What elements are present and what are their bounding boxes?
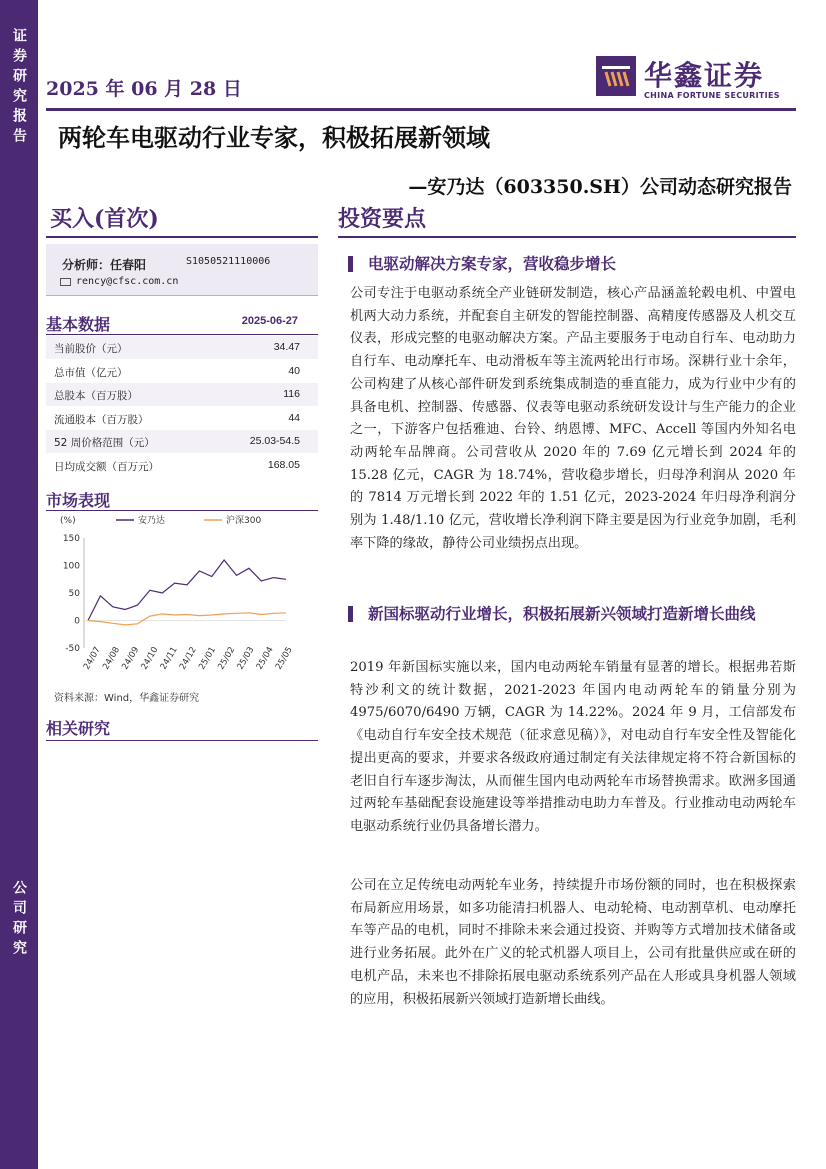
- section-heading: [348, 602, 796, 626]
- section-bar: [348, 256, 353, 272]
- analyst-box: [46, 244, 318, 296]
- basic-data-title: 基本数据: [46, 315, 111, 334]
- table-row: [46, 336, 318, 359]
- x-tick-label: 24/12: [177, 645, 199, 672]
- x-tick-label: 24/08: [101, 645, 123, 672]
- row-value: 44: [288, 411, 300, 424]
- header-divider: [46, 108, 796, 111]
- y-axis-label: (%): [60, 516, 76, 526]
- table-row: [46, 430, 318, 453]
- table-row: [46, 407, 318, 430]
- sidebar-bottom-label: 公司研究: [11, 880, 27, 960]
- logo-icon: [596, 56, 636, 96]
- table-row: [46, 383, 318, 406]
- analyst-id: S1050521110006: [186, 256, 271, 267]
- investment-divider: [338, 236, 796, 238]
- x-tick-label: 24/10: [139, 645, 161, 672]
- logo-chinese: 华鑫证券: [644, 59, 765, 92]
- row-label: 总市值（亿元）: [54, 366, 128, 379]
- row-value: 34.47: [273, 341, 300, 353]
- y-tick-label: 50: [68, 589, 80, 599]
- section-title: 电驱动解决方案专家，营收稳步增长: [368, 254, 617, 273]
- x-tick-label: 25/02: [216, 645, 238, 672]
- row-label: 日均成交额（百万元）: [54, 460, 159, 473]
- row-value: 25.03-54.5: [249, 435, 300, 448]
- section-paragraph: 2019 年新国标实施以来，国内电动两轮车销量有显著的增长。根据弗若斯特沙利文的统计数据，2021-2023 年国内电动两轮车的销量分别为 4975/6070/6490 万辆，CAGR 为 14.22%。2024 年 9 月，工信部发布《电动自行车安全技术规范（征求意见稿）》，对电动自行车安全性及智能化提出更高的要求，并要求各级政府通过制定有关法律规定将不符合新国标的老旧自行车逐步淘汰，从而催生国内电动两轮车市场替换需求。欧洲多国通过两轮车基础配套设施建设等举措推动电助力车普及。行业推动电动两轮车电驱动系统行业仍具备增长潜力。: [350, 660, 796, 834]
- section-paragraph: 公司在立足传统电动两轮车业务，持续提升市场份额的同时，也在积极探索布局新应用场景，如多功能清扫机器人、电动轮椅、电动割草机、电动摩托车等产品的电机，同时不排除未来会通过投资、并购等方式增加技术储备或进行业务拓展。此外在广义的轮式机器人项目上，公司有批量供应或在研的电机产品，未来也不排除拓展电驱动系统系列产品在人形或具身机器人领域的应用，积极拓展新兴领域打造新增长曲线。: [350, 878, 796, 1007]
- x-tick-label: 24/09: [120, 645, 142, 672]
- row-value: 168.05: [267, 458, 300, 471]
- company-logo: [596, 56, 796, 104]
- series-line: [88, 613, 286, 625]
- table-row: [46, 360, 318, 383]
- x-tick-label: 25/03: [235, 645, 257, 672]
- x-tick-label: 25/04: [254, 645, 276, 672]
- mail-icon: [60, 278, 71, 286]
- legend-label: 沪深300: [226, 516, 262, 526]
- basic-data-table: [46, 336, 318, 478]
- x-tick-label: 24/11: [158, 645, 180, 672]
- basic-data-heading: [46, 312, 318, 335]
- market-heading: 市场表现: [46, 491, 111, 510]
- y-tick-label: 150: [62, 534, 80, 544]
- investment-highlights-heading: 投资要点: [338, 206, 427, 232]
- row-label: 52 周价格范围（元）: [54, 437, 155, 450]
- y-tick-label: -50: [65, 644, 80, 654]
- row-label: 当前股价（元）: [54, 343, 128, 355]
- series-line: [88, 560, 286, 621]
- row-label: 流通股本（百万股）: [54, 413, 149, 426]
- y-tick-label: 0: [74, 616, 80, 627]
- sidebar-top-label: 证券研究报告: [11, 28, 27, 148]
- table-row: [46, 454, 318, 477]
- x-tick-label: 24/07: [81, 645, 103, 672]
- x-tick-label: 25/05: [273, 645, 295, 672]
- y-tick-label: 100: [62, 561, 80, 572]
- report-subtitle: —安乃达（603350.SH）公司动态研究报告: [408, 176, 792, 198]
- section-heading: [348, 252, 798, 276]
- report-date: 2025 年 06 月 28 日: [46, 78, 242, 100]
- chart-source: 资料来源：Wind，华鑫证券研究: [54, 693, 200, 704]
- row-label: 总股本（百万股）: [54, 390, 138, 403]
- market-performance-chart: [46, 510, 318, 686]
- legend-label: 安乃达: [138, 516, 166, 526]
- basic-data-date: 2025-06-27: [241, 315, 298, 327]
- x-tick-label: 25/01: [197, 645, 219, 672]
- row-value: 116: [283, 388, 300, 401]
- logo-english: CHINA FORTUNE SECURITIES: [644, 91, 780, 100]
- rating: 买入(首次): [50, 206, 159, 232]
- section-bar: [348, 606, 353, 622]
- report-title: 两轮车电驱动行业专家，积极拓展新领域: [58, 123, 490, 152]
- related-research-heading: 相关研究: [46, 719, 111, 738]
- analyst-email[interactable]: rency@cfsc.com.cn: [76, 276, 179, 287]
- section-title: 新国标驱动行业增长，积极拓展新兴领域打造新增长曲线: [368, 604, 756, 623]
- rating-divider: [46, 236, 318, 238]
- section-paragraph: 公司专注于电驱动系统全产业链研发制造，核心产品涵盖轮毂电机、中置电机两大动力系统，并配套自主研发的智能控制器、高精度传感器及人机交互仪表，形成完整的电驱动解决方案。产品主要服务于电动自行车、电动助力自行车、电动摩托车、电动滑板车等主流两轮出行市场。深耕行业十余年，公司构建了从核心部件研发到系统集成制造的垂直能力，成为行业中少有的具备电机、控制器、传感器、仪表等电驱动系统研发设计与生产能力的企业之一，下游客户包括雅迪、台铃、纳恩博、MFC、Accell 等国内外知名电动两轮车品牌商。公司营收从 2020 年的 7.69 亿元增长到 2024 年的 15.28 亿元，CAGR 为 18.74%，营收稳步增长，归母净利润从 2020 年的 7814 万元增长到 2022 年的 1.51 亿元，2023-2024 年归母净利润分别为 1.48/1.10 亿元，营收增长净利润下降主要是因为行业竞争加剧，毛利率下降的缘故，静待公司业绩拐点出现。: [350, 286, 796, 551]
- basic-data-divider: [46, 334, 318, 335]
- row-value: 40: [288, 364, 300, 377]
- related-divider: [46, 740, 318, 741]
- sidebar: [0, 0, 38, 1169]
- analyst-name: 分析师：任春阳: [62, 258, 147, 272]
